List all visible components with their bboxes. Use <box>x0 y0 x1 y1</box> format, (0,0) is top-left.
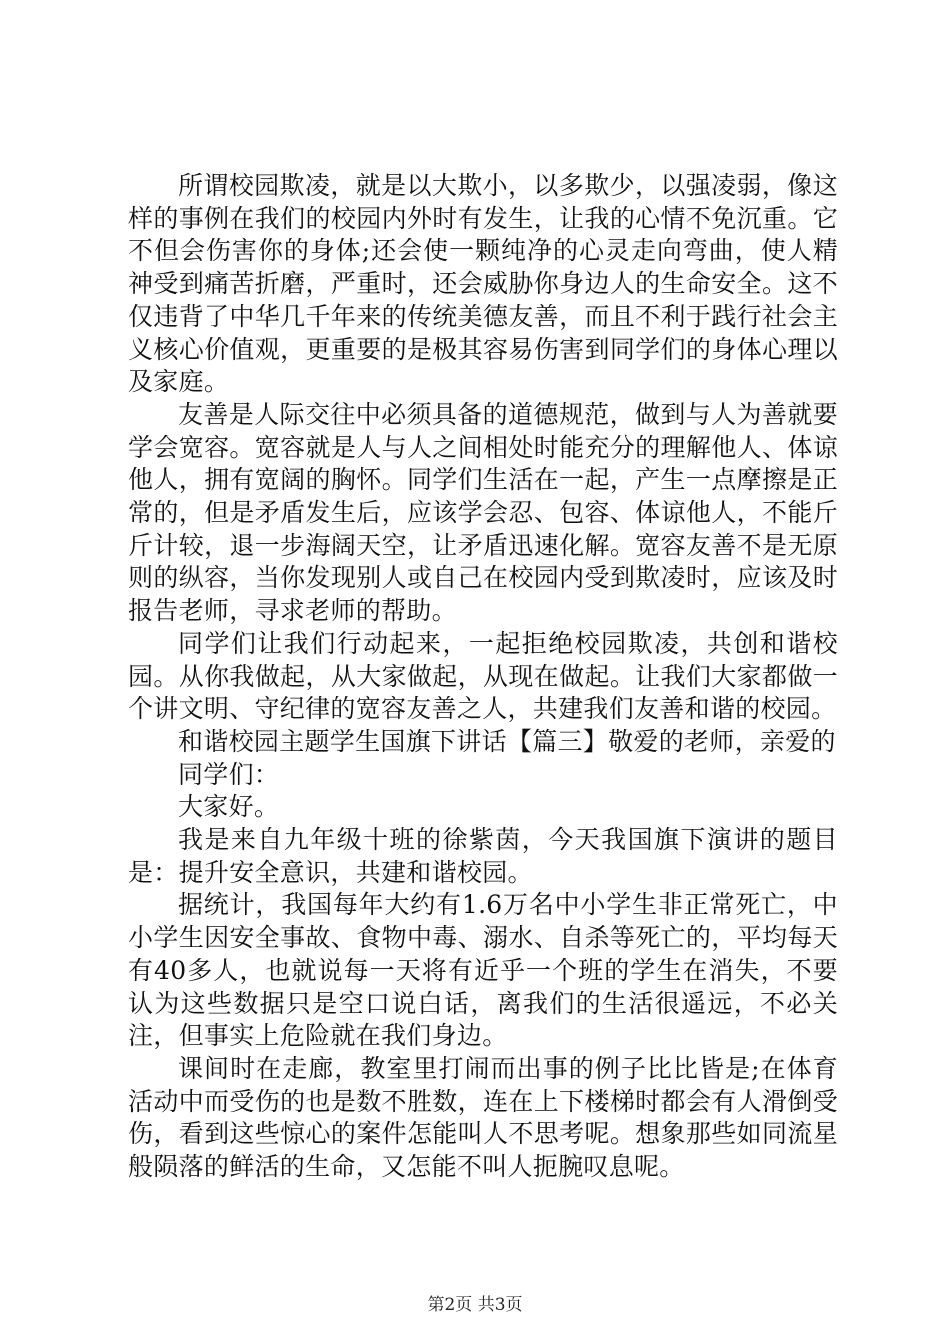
paragraph: 友善是人际交往中必须具备的道德规范，做到与人为善就要学会宽容。宽容就是人与人之间相处时能充分的理解他人、体谅他人，拥有宽阔的胸怀。同学们生活在一起，产生一点摩擦是正常的，但是矛盾发生后，应该学会忍、包容、体谅他人，不能斤斤计较，退一步海阔天空，让矛盾迅速化解。宽容友善不是无原则的纵容，当你发现别人或自己在校园内受到欺凌时，应该及时报告老师，寻求老师的帮助。 <box>128 399 838 626</box>
paragraph-greeting: 大家好。 <box>178 792 280 822</box>
paragraph: 据统计，我国每年大约有1.6万名中小学生非正常死亡，中小学生因安全事故、食物中毒、溺水、自杀等死亡的，平均每天有40多人，也就说每一天将有近乎一个班的学生在消失，不要认为这些数据只是空口说白话，离我们的生活很遥远，不必关注，但事实上危险就在我们身边。 <box>128 890 838 1051</box>
paragraph-salutation: 同学们： <box>178 759 280 789</box>
page-number-footer: 第2页 共3页 <box>427 1295 523 1315</box>
paragraph: 所谓校园欺凌，就是以大欺小，以多欺少，以强凌弱，像这样的事例在我们的校园内外时有发生，让我的心情不免沉重。它不但会伤害你的身体;还会使一颗纯净的心灵走向弯曲，使人精神受到痛苦折磨，严重时，还会威胁你身边人的生命安全。这不仅违背了中华几千年来的传统美德友善，而且不利于践行社会主义核心价值观，更重要的是极其容易伤害到同学们的身体心理以及家庭。 <box>128 171 838 397</box>
paragraph: 课间时在走廊，教室里打闹而出事的例子比比皆是;在体育活动中而受伤的也是数不胜数，连在上下楼梯时都会有人滑倒受伤，看到这些惊心的案件怎能叫人不思考呢。想象那些如同流星般陨落的鲜活的生命，又怎能不叫人扼腕叹息呢。 <box>128 1053 838 1182</box>
paragraph: 同学们让我们行动起来，一起拒绝校园欺凌，共创和谐校园。从你我做起，从大家做起，从现在做起。让我们大家都做一个讲文明、守纪律的宽容友善之人，共建我们友善和谐的校园。 <box>128 628 838 724</box>
paragraph-heading-line: 和谐校园主题学生国旗下讲话【篇三】敬爱的老师，亲爱的 <box>178 726 836 756</box>
document-body <box>128 170 838 1184</box>
paragraph: 我是来自九年级十班的徐紫茵，今天我国旗下演讲的题目是：提升安全意识，共建和谐校园。 <box>128 825 838 887</box>
